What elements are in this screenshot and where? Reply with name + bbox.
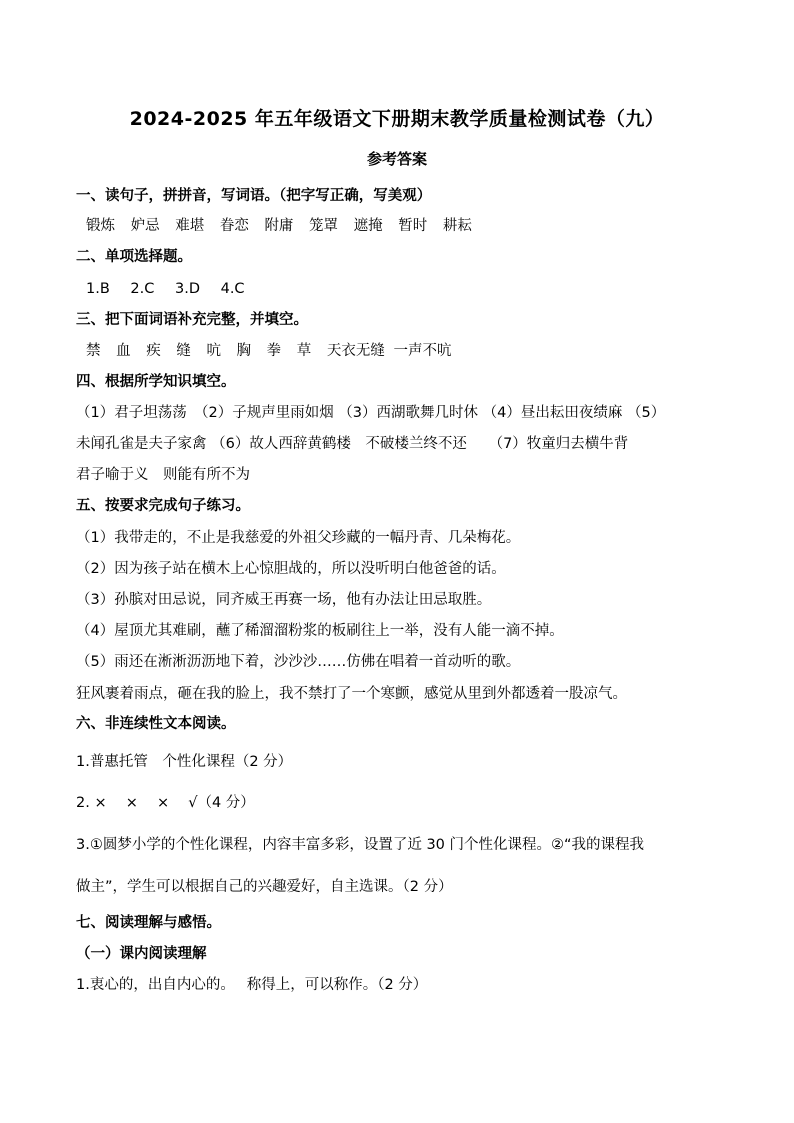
document-subtitle: 参考答案 xyxy=(366,150,427,168)
section-2-answers xyxy=(86,279,746,299)
answer-word: 遮掩 xyxy=(353,218,383,234)
sentence-answer: （1）我带走的，不止是我慈爱的外祖父珍藏的一幅丹青、几朵梅花。 xyxy=(76,530,521,546)
fill-char: 缝 xyxy=(176,343,191,359)
fill-char: 禁 xyxy=(86,343,101,359)
section-3-answers xyxy=(86,341,746,361)
answer-word: 难堪 xyxy=(175,218,205,234)
reading-answer-3-line-1: 3.①圆梦小学的个性化课程，内容丰富多彩，设置了近 30 门个性化课程。②“我的课程我 xyxy=(76,837,645,853)
sentence-answer: （3）孙膑对田忌说，同齐威王再赛一场，他有办法让田忌取胜。 xyxy=(76,592,492,608)
mcq-answer: 4.C xyxy=(220,281,245,297)
answer-word: 附庸 xyxy=(264,218,294,234)
fill-char: 草 xyxy=(296,343,312,359)
answer-word: 眷恋 xyxy=(219,218,249,234)
section-4-line-3: 君子喻于义 则能有所不为 xyxy=(76,467,250,483)
section-1-word-list xyxy=(86,216,746,236)
reading-answer-2: 2. × × × √（4 分） xyxy=(76,795,255,811)
reading-answer-1: 1.普惠托管 个性化课程（2 分） xyxy=(76,754,293,770)
sentence-answer: （4）屋顶尤其难刷，蘸了稀溜溜粉浆的板刷往上一举，没有人能一滴不掉。 xyxy=(76,623,564,639)
mcq-answer: 2.C xyxy=(130,281,155,297)
fill-idiom: 天衣无缝 xyxy=(326,343,385,359)
section-2-heading: 二、单项选择题。 xyxy=(76,249,192,265)
section-1-heading: 一、读句子，拼拼音，写词语。（把字写正确，写美观） xyxy=(76,188,432,204)
answer-word: 笼罩 xyxy=(309,218,339,234)
fill-idiom: 一声不吭 xyxy=(393,343,452,359)
section-6-heading: 六、非连续性文本阅读。 xyxy=(76,716,236,732)
answer-word: 妒忌 xyxy=(130,218,160,234)
sentence-answer: （2）因为孩子站在横木上心惊胆战的，所以没听明白他爸爸的话。 xyxy=(76,561,506,577)
document-title: 2024-2025 年五年级语文下册期末教学质量检测试卷（九） xyxy=(129,108,665,130)
answer-word: 耕耘 xyxy=(442,218,472,234)
section-7-subheading: （一）课内阅读理解 xyxy=(76,946,207,962)
section-5-heading: 五、按要求完成句子练习。 xyxy=(76,498,250,514)
fill-char: 吭 xyxy=(206,343,221,359)
mcq-answer: 3.D xyxy=(174,281,200,297)
reading-answer-3-line-2: 做主”，学生可以根据自己的兴趣爱好，自主选课。（2 分） xyxy=(76,879,453,895)
reading-answer-7-1: 1.衷心的，出自内心的。 称得上，可以称作。（2 分） xyxy=(76,977,428,993)
fill-char: 胸 xyxy=(236,343,252,359)
section-7-heading: 七、阅读理解与感悟。 xyxy=(76,915,221,931)
section-4-line-2: 未闻孔雀是夫子家禽 （6）故人西辞黄鹤楼 不破楼兰终不还 （7）牧童归去横牛背 xyxy=(76,436,629,452)
sentence-answer-extra: 狂风裹着雨点，砸在我的脸上，我不禁打了一个寒颤，感觉从里到外都透着一股凉气。 xyxy=(76,686,627,702)
section-4-line-1: （1）君子坦荡荡 （2）子规声里雨如烟 （3）西湖歌舞几时休 （4）昼出耘田夜绩麻 （5） xyxy=(76,405,666,421)
fill-char: 拳 xyxy=(266,343,282,359)
answer-word: 锻炼 xyxy=(86,218,115,234)
fill-char: 疾 xyxy=(146,343,161,359)
section-4-heading: 四、根据所学知识填空。 xyxy=(76,374,236,390)
answer-word: 暂时 xyxy=(398,218,428,234)
mcq-answer: 1.B xyxy=(86,281,110,297)
sentence-answer: （5）雨还在淅淅沥沥地下着，沙沙沙……仿佛在唱着一首动听的歌。 xyxy=(76,654,521,670)
section-3-heading: 三、把下面词语补充完整，并填空。 xyxy=(76,312,308,328)
fill-char: 血 xyxy=(116,343,131,359)
